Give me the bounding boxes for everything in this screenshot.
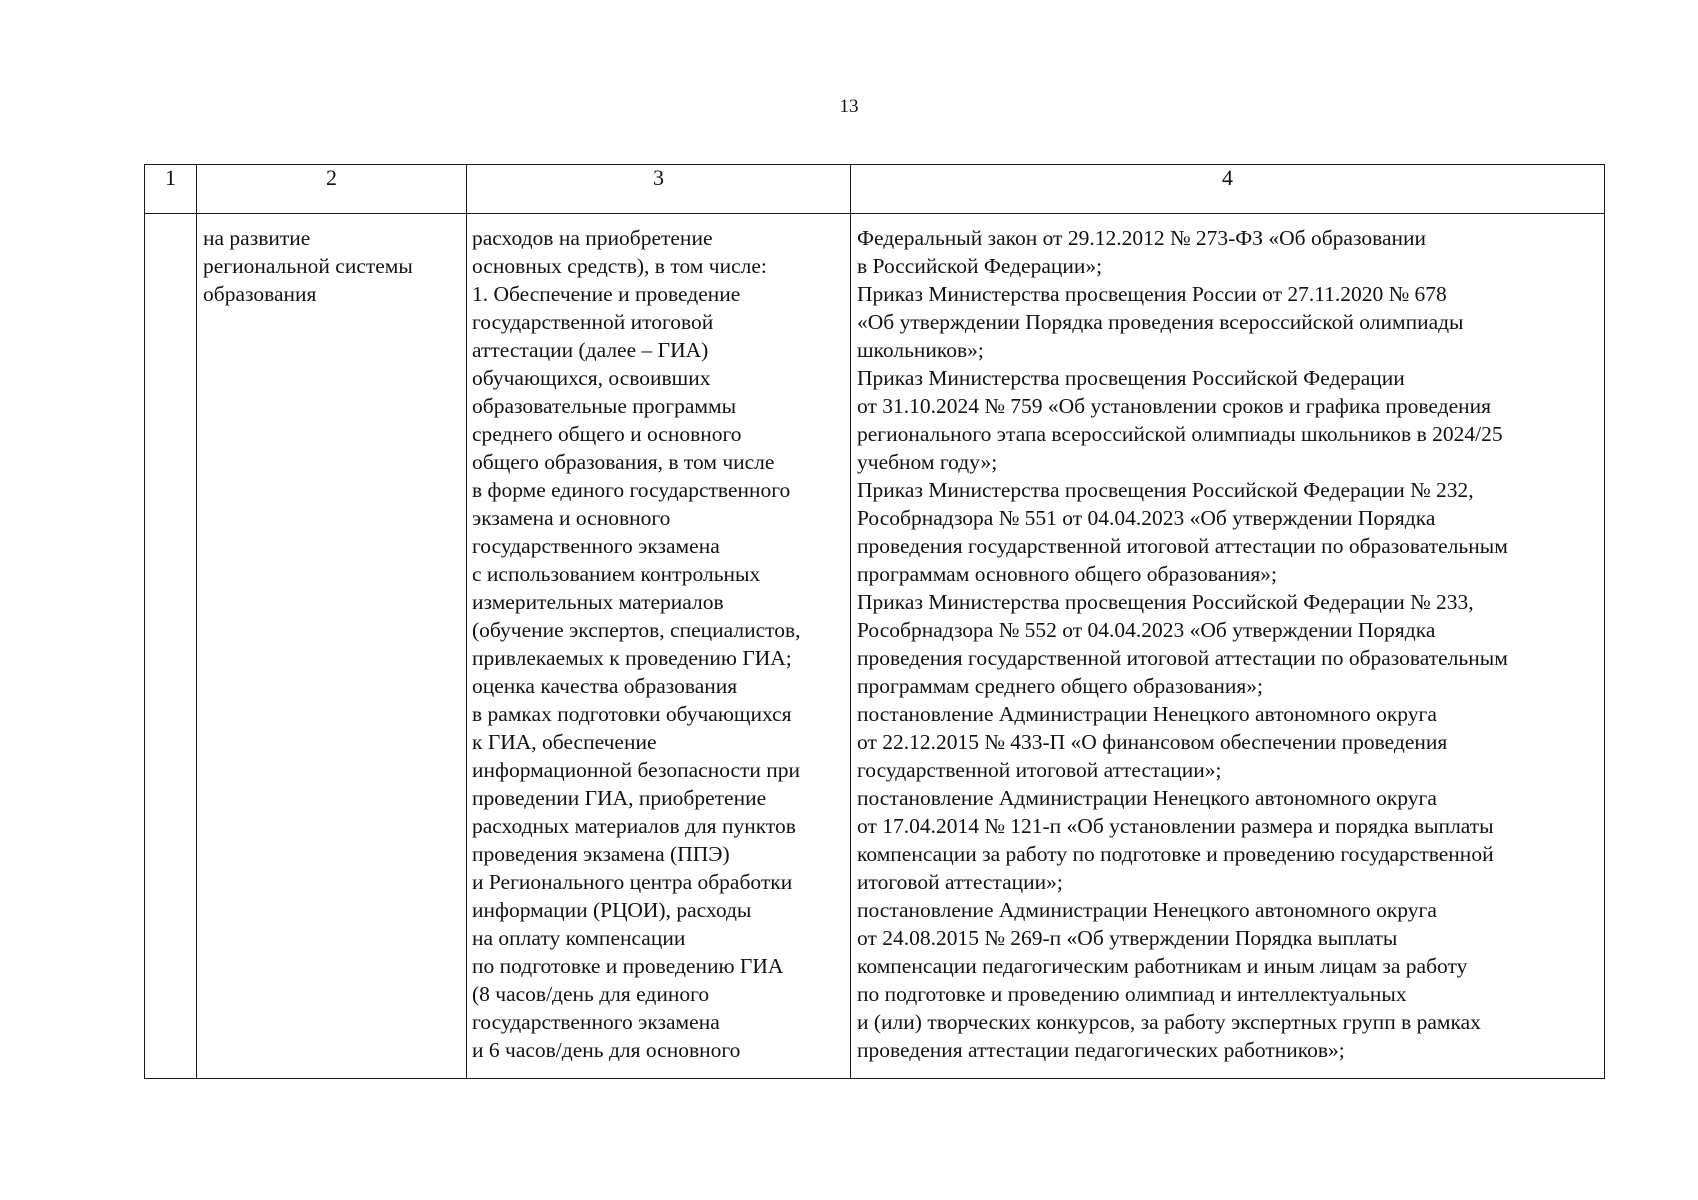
cell-col-2 [197, 214, 467, 1079]
text-line: от 24.08.2015 № 269-п «Об утверждении Порядка выплаты [857, 926, 1398, 950]
text-line: информации (РЦОИ), расходы [472, 898, 752, 922]
text-line: экзамена и основного [472, 506, 671, 530]
text-line: расходных материалов для пунктов [472, 814, 796, 838]
text-line: (8 часов/день для единого [472, 982, 710, 1006]
text-line: программам среднего общего образования»; [857, 674, 1263, 698]
table-header-row [145, 165, 1605, 214]
text-line: общего образования, в том числе [472, 450, 775, 474]
text-line: от 17.04.2014 № 121-п «Об установлении размера и порядка выплаты [857, 814, 1494, 838]
document-table [144, 164, 1605, 1079]
text-line: «Об утверждении Порядка проведения всероссийской олимпиады [857, 310, 1464, 334]
text-line: на оплату компенсации [472, 926, 686, 950]
text-line: на развитие [203, 226, 311, 250]
text-line: государственного экзамена [472, 1010, 720, 1034]
text-line: оценка качества образования [472, 674, 738, 698]
text-line: Приказ Министерства просвещения Российской Федерации [857, 366, 1405, 390]
text-line: с использованием контрольных [472, 562, 761, 586]
text-line: измерительных материалов [472, 590, 724, 614]
text-line: обучающихся, освоивших [472, 366, 711, 390]
text-line: региональной системы [203, 254, 413, 278]
text-line: и (или) творческих конкурсов, за работу экспертных групп в рамках [857, 1010, 1481, 1034]
text-line: Приказ Министерства просвещения России от 27.11.2020 № 678 [857, 282, 1447, 306]
text-line: в Российской Федерации»; [857, 254, 1103, 278]
text-line: аттестации (далее – ГИА) [472, 338, 709, 362]
header-col-4: 4 [851, 165, 1605, 214]
text-line: по подготовке и проведению ГИА [472, 954, 784, 978]
text-line: к ГИА, обеспечение [472, 730, 657, 754]
text-line: компенсации педагогическим работникам и иным лицам за работу [857, 954, 1468, 978]
text-line: основных средств), в том числе: [472, 254, 767, 278]
header-col-1: 1 [145, 165, 197, 214]
page-number: 13 [839, 96, 859, 117]
text-line: информационной безопасности при [472, 758, 801, 782]
cell-col-4 [851, 214, 1605, 1079]
text-line: и Регионального центра обработки [472, 870, 793, 894]
text-line: государственного экзамена [472, 534, 720, 558]
text-line: проведения экзамена (ППЭ) [472, 842, 730, 866]
text-line: государственной итоговой [472, 310, 714, 334]
text-line: среднего общего и основного [472, 422, 742, 446]
text-line: в форме единого государственного [472, 478, 791, 502]
text-line: постановление Администрации Ненецкого автономного округа [857, 898, 1437, 922]
text-line: образования [203, 282, 317, 306]
text-line: проведения государственной итоговой аттестации по образовательным [857, 646, 1508, 670]
text-line: расходов на приобретение [472, 226, 713, 250]
header-col-2: 2 [197, 165, 467, 214]
text-line: проведения аттестации педагогических работников»; [857, 1038, 1345, 1062]
header-col-3: 3 [467, 165, 851, 214]
cell-col-3 [467, 214, 851, 1079]
text-line: итоговой аттестации»; [857, 870, 1063, 894]
text-line: постановление Администрации Ненецкого автономного округа [857, 786, 1437, 810]
text-line: регионального этапа всероссийской олимпиады школьников в 2024/25 [857, 422, 1503, 446]
text-line: постановление Администрации Ненецкого автономного округа [857, 702, 1437, 726]
cell-col-1 [145, 214, 197, 1079]
text-line: Федеральный закон от 29.12.2012 № 273-ФЗ «Об образовании [857, 226, 1427, 250]
text-line: Приказ Министерства просвещения Российской Федерации № 232, [857, 478, 1474, 502]
text-line: по подготовке и проведению олимпиад и интеллектуальных [857, 982, 1407, 1006]
text-line: от 31.10.2024 № 759 «Об установлении сроков и графика проведения [857, 394, 1492, 418]
text-line: проведении ГИА, приобретение [472, 786, 767, 810]
text-line: в рамках подготовки обучающихся [472, 702, 792, 726]
text-line: привлекаемых к проведению ГИА; [472, 646, 792, 670]
text-line: компенсации за работу по подготовке и проведению государственной [857, 842, 1494, 866]
text-line: Рособрнадзора № 551 от 04.04.2023 «Об утверждении Порядка [857, 506, 1436, 530]
text-line: учебном году»; [857, 450, 998, 474]
text-line: школьников»; [857, 338, 984, 362]
text-line: государственной итоговой аттестации»; [857, 758, 1222, 782]
text-line: (обучение экспертов, специалистов, [472, 618, 801, 642]
text-line: образовательные программы [472, 394, 737, 418]
text-line: от 22.12.2015 № 433-П «О финансовом обеспечении проведения [857, 730, 1448, 754]
text-line: 1. Обеспечение и проведение [472, 282, 741, 306]
text-line: Рособрнадзора № 552 от 04.04.2023 «Об утверждении Порядка [857, 618, 1436, 642]
text-line: и 6 часов/день для основного [472, 1038, 741, 1062]
text-line: программам основного общего образования»; [857, 562, 1277, 586]
table-row [145, 214, 1605, 1079]
text-line: Приказ Министерства просвещения Российской Федерации № 233, [857, 590, 1474, 614]
text-line: проведения государственной итоговой аттестации по образовательным [857, 534, 1508, 558]
